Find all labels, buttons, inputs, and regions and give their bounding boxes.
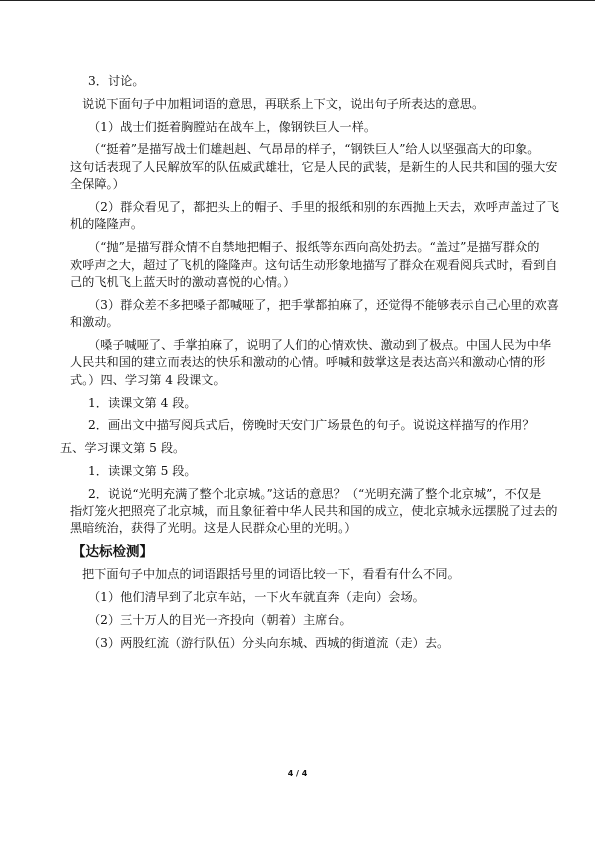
answer-2-line-3: 己的飞机飞上蓝天时的激动喜悦的心情。） xyxy=(70,274,296,289)
answer-2-line-1: （“抛”是描写群众情不自禁地把帽子、报纸等东西向高处扔去。“盖过”是描写群众的 xyxy=(88,240,540,255)
discussion-instruction: 说说下面句子中加粗词语的意思，再联系上下文，说出句子所表达的意思。 xyxy=(82,96,485,111)
step-5-2-line-3: 黑暗统治，获得了光明。这是人民群众心里的光明。） xyxy=(70,521,357,536)
assessment-heading: 【达标检测】 xyxy=(72,544,153,561)
answer-3-line-3: 式。）四、学习第 4 段课文。 xyxy=(70,372,226,387)
exercise-2: （2）三十万人的目光一齐投向（朝着）主席台。 xyxy=(88,612,352,627)
step-4-2: 2．画出文中描写阅兵式后，傍晚时天安门广场景色的句子。说说这样描写的作用？ xyxy=(88,418,535,433)
sentence-3-line-2: 和激动。 xyxy=(70,315,119,330)
page-top-border xyxy=(0,0,595,1)
sentence-2-line-1: （2）群众看见了，都把头上的帽子、手里的报纸和别的东西抛上天去，欢呼声盖过了飞 xyxy=(88,199,559,214)
answer-2-line-2: 欢呼声之大，超过了飞机的隆隆声。这句话生动形象地描写了群众在观看阅兵式时，看到自 xyxy=(70,257,558,272)
answer-3-line-2: 人民共和国的建立而表达的快乐和激动的心情。呼喊和鼓掌这是表达高兴和激动心情的形 xyxy=(70,355,546,370)
exercise-instruction: 把下面句子中加点的词语跟括号里的词语比较一下，看看有什么不同。 xyxy=(82,567,460,582)
section-5-heading: 五、学习课文第 5 段。 xyxy=(60,441,186,456)
document-body xyxy=(60,74,559,658)
step-5-2-line-2: 指灯笼火把照亮了北京城，而且象征着中华人民共和国的成立，使北京城永远摆脱了过去的 xyxy=(70,504,558,519)
sentence-3-line-1: （3）群众差不多把嗓子都喊哑了，把手掌都拍麻了，还觉得不能够表示自己心里的欢喜 xyxy=(88,297,559,312)
answer-3-line-1: （嗓子喊哑了、手掌拍麻了，说明了人们的心情欢快、激动到了极点。中国人民为中华 xyxy=(88,337,552,352)
answer-1-line-3: 全保障。） xyxy=(70,177,125,192)
sentence-1: （1）战士们挺着胸膛站在战车上，像钢铁巨人一样。 xyxy=(88,119,377,134)
step-5-1: 1．读课文第 5 段。 xyxy=(88,463,197,478)
exercise-1: （1）他们清早到了北京车站，一下火车就直奔（走向）会场。 xyxy=(88,590,425,605)
step-4-1: 1．读课文第 4 段。 xyxy=(88,395,197,410)
answer-1-line-1: （“挺着”是描写战士们雄赳赳、气昂昂的样子，“钢铁巨人”给人以坚强高大的印象。 xyxy=(88,142,540,157)
page-number: 4 / 4 xyxy=(287,769,308,778)
answer-1-line-2: 这句话表现了人民解放军的队伍威武雄壮，它是人民的武装，是新生的人民共和国的强大安 xyxy=(70,159,558,174)
sentence-2-line-2: 机的隆隆声。 xyxy=(70,217,144,232)
step-5-2-line-1: 2．说说“光明充满了整个北京城。”这话的意思？（“光明充满了整个北京城”，不仅是 xyxy=(88,486,542,501)
discussion-heading: 3．讨论。 xyxy=(88,74,145,88)
exercise-3: （3）两股红流（游行队伍）分头向东城、西城的街道流（走）去。 xyxy=(88,635,450,650)
